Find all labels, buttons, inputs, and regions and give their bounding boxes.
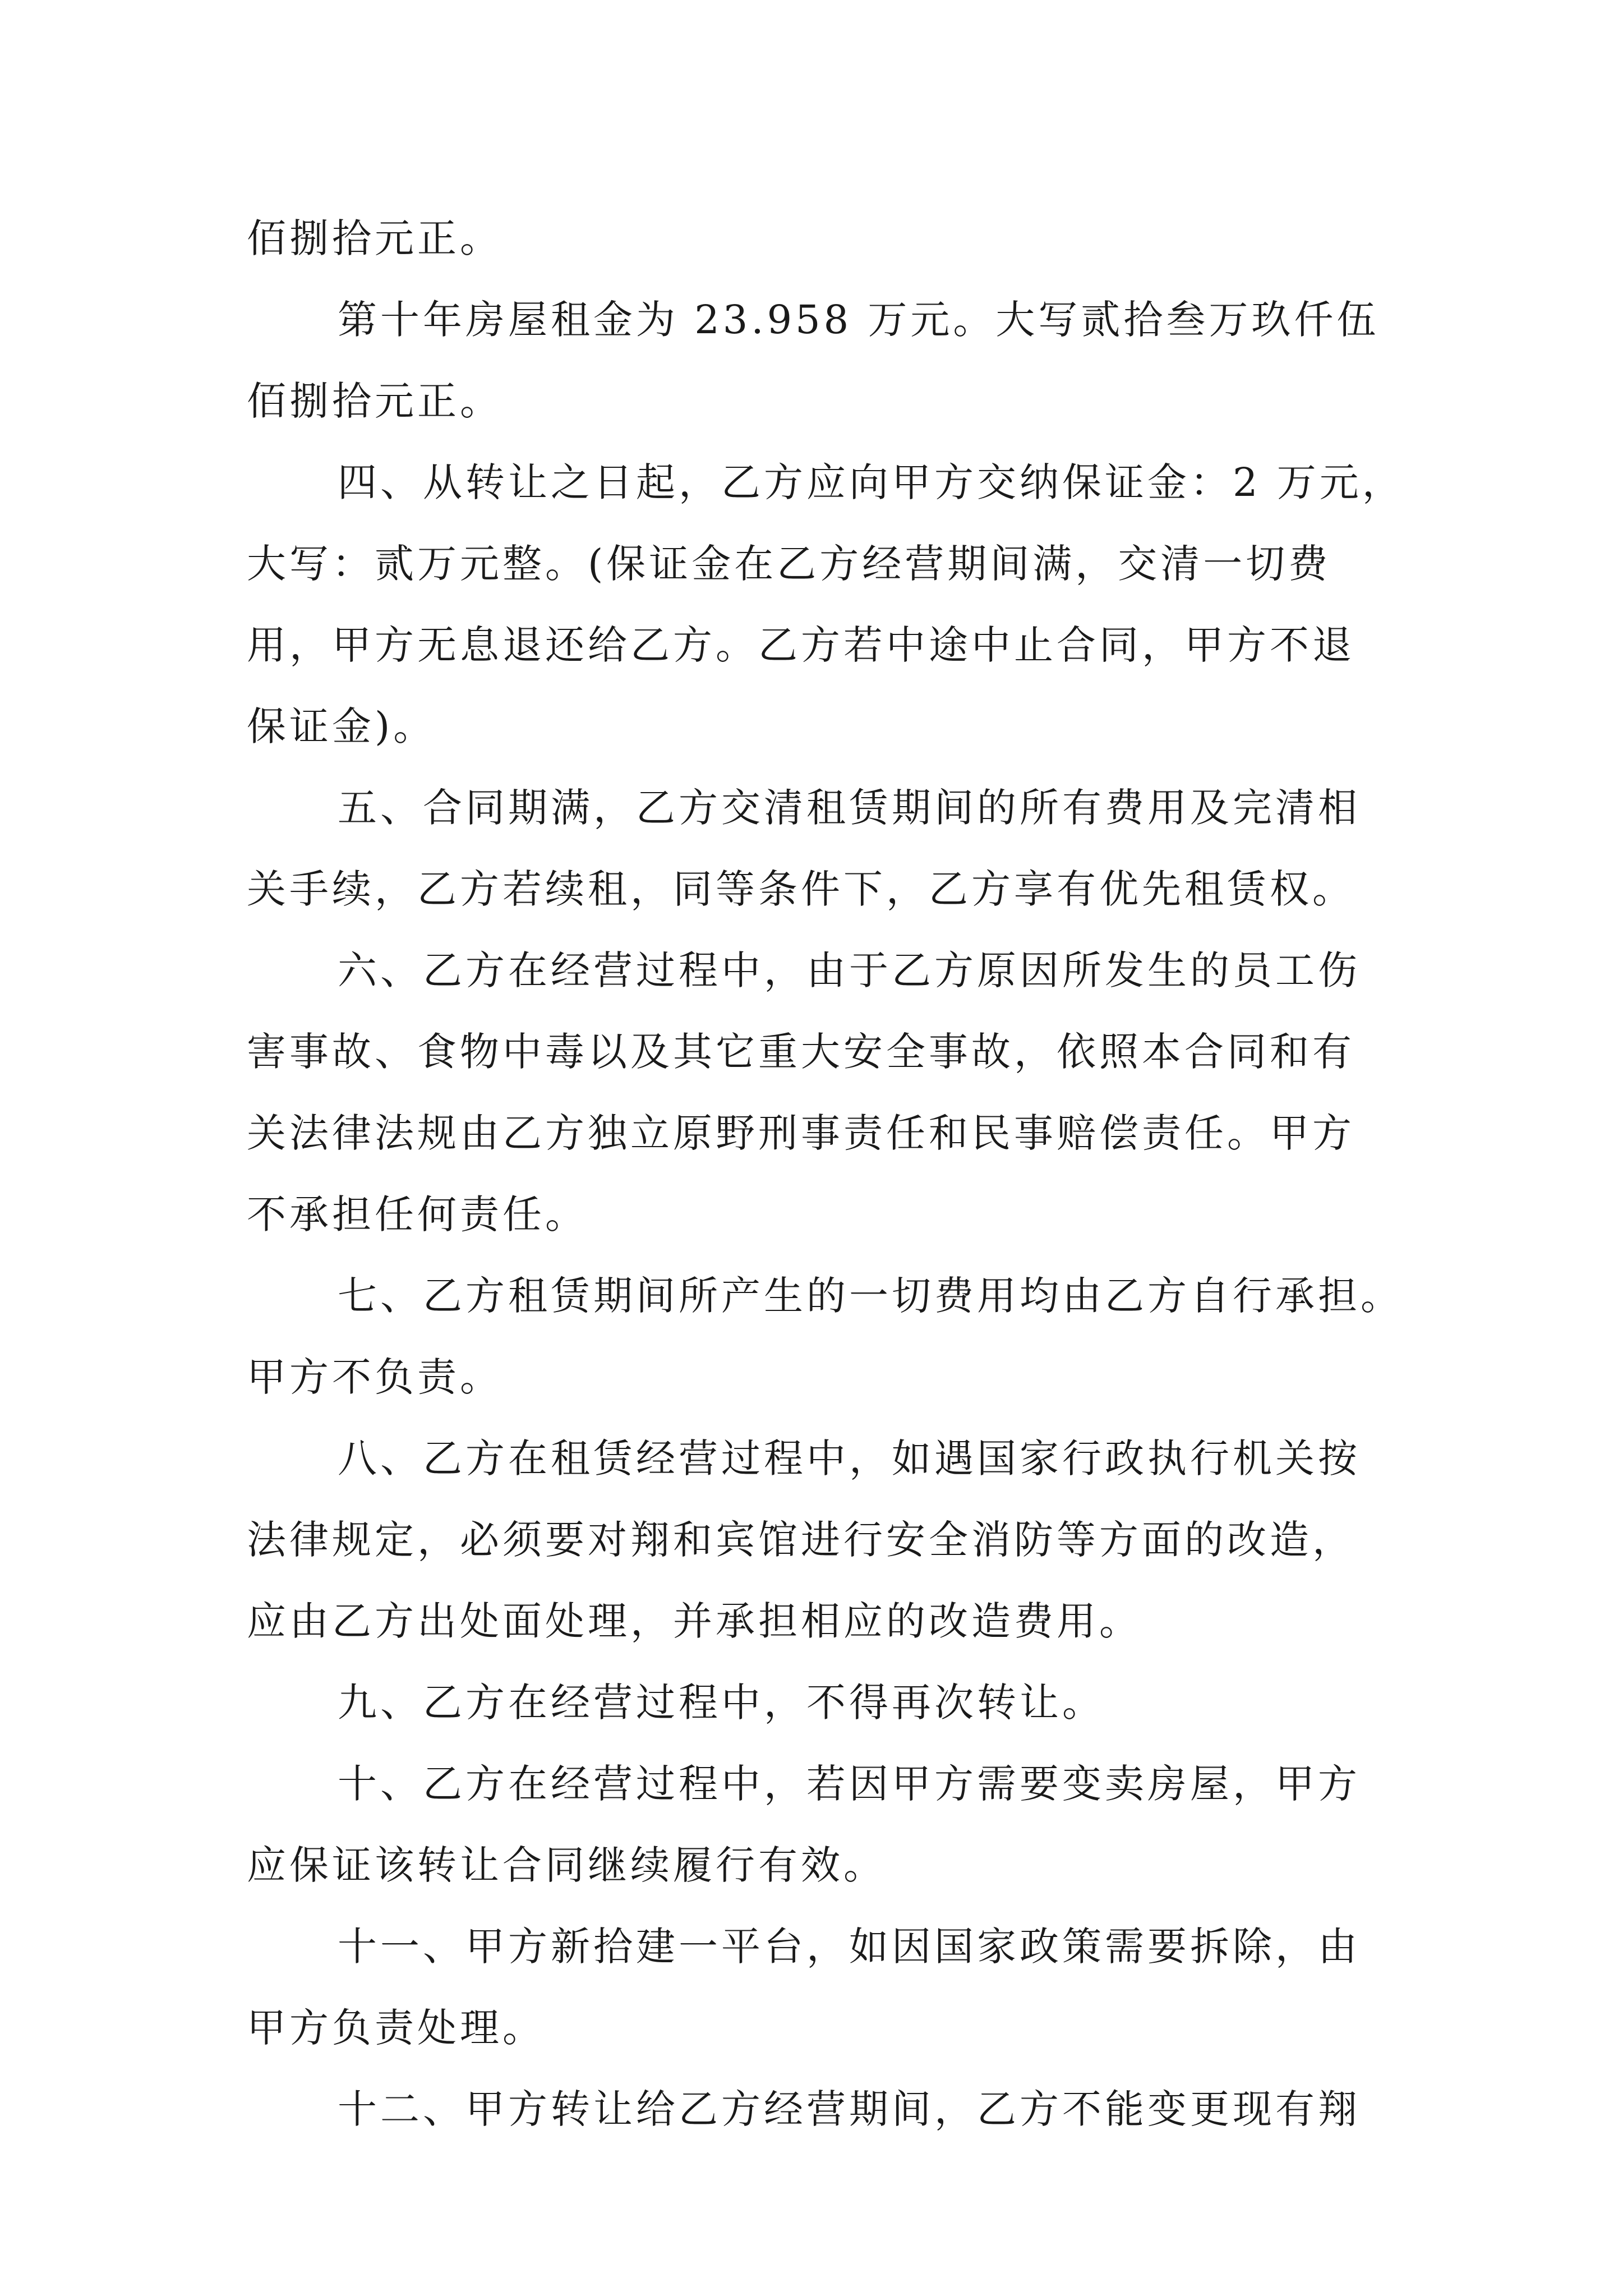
text-line: 五、合同期满，乙方交清租赁期间的所有费用及完清相 <box>338 785 1361 831</box>
text-line: 六、乙方在经营过程中，由于乙方原因所发生的员工伤 <box>338 947 1361 993</box>
text-line: 甲方不负责。 <box>247 1354 502 1400</box>
text-line: 八、乙方在租赁经营过程中，如遇国家行政执行机关按 <box>338 1435 1361 1481</box>
text-line: 不承担任何责任。 <box>247 1191 588 1237</box>
text-line: 十二、甲方转让给乙方经营期间，乙方不能变更现有翔 <box>338 2086 1361 2132</box>
text-line: 佰捌拾元正。 <box>247 378 502 424</box>
text-line: 关手续，乙方若续租，同等条件下，乙方享有优先租赁权。 <box>247 866 1355 912</box>
text-line: 第十年房屋租金为 23.958 万元。大写贰拾叁万玖仟伍 <box>338 297 1380 343</box>
text-line: 大写：贰万元整。(保证金在乙方经营期间满，交清一切费 <box>247 541 1331 587</box>
text-line: 九、乙方在经营过程中，不得再次转让。 <box>338 1680 1105 1726</box>
text-line: 四、从转让之日起，乙方应向甲方交纳保证金：2 万元， <box>338 459 1405 505</box>
text-line: 七、乙方租赁期间所产生的一切费用均由乙方自行承担。 <box>338 1273 1403 1319</box>
text-line: 害事故、食物中毒以及其它重大安全事故，依照本合同和有 <box>247 1029 1355 1075</box>
text-line: 用，甲方无息退还给乙方。乙方若中途中止合同，甲方不退 <box>247 622 1355 668</box>
text-line: 关法律法规由乙方独立原野刑事责任和民事赔偿责任。甲方 <box>247 1110 1355 1156</box>
text-line: 甲方负责处理。 <box>247 2005 545 2051</box>
text-line: 十、乙方在经营过程中，若因甲方需要变卖房屋，甲方 <box>338 1761 1361 1807</box>
text-line: 应由乙方出处面处理，并承担相应的改造费用。 <box>247 1598 1142 1644</box>
text-line: 法律规定，必须要对翔和宾馆进行安全消防等方面的改造， <box>247 1517 1355 1563</box>
text-line: 十一、甲方新拾建一平台，如因国家政策需要拆除，由 <box>338 1924 1361 1970</box>
text-line: 应保证该转让合同继续履行有效。 <box>247 1842 886 1888</box>
text-line: 佰捌拾元正。 <box>247 215 502 261</box>
text-line: 保证金)。 <box>247 703 436 749</box>
